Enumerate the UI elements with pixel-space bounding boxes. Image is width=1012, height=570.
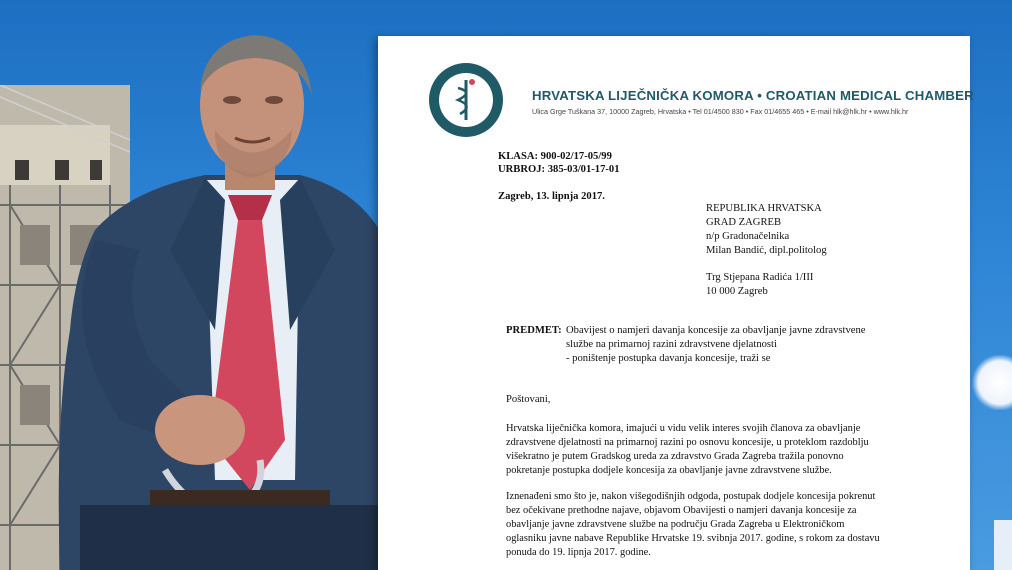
paragraph-line: oglasniku javne nabave Republike Hrvatske 19. svibnja 2017. godine, s rokom za dostavu xyxy=(506,533,880,544)
paragraph-line: zdravstvene djelatnosti na primarnoj razini po osnovu koncesije, u proteklom razdoblju xyxy=(506,437,869,448)
klasa-number: KLASA: 900-02/17-05/99 xyxy=(498,151,612,162)
recipient-line: Milan Bandić, dipl.politolog xyxy=(706,245,827,256)
paragraph-line: višekratno je putem Gradskog ureda za zdravstvo Grada Zagreba tražila ponovno xyxy=(506,451,844,462)
paragraph-line: obavljanje javne zdravstvene službe na području Grada Zagreba u Elektroničkom xyxy=(506,519,845,530)
recipient-line: Trg Stjepana Radića 1/III xyxy=(706,272,814,283)
organization-address: Ulica Grge Tuškana 37, 10000 Zagreb, Hrvatska • Tel 01/4500 830 • Fax 01/4655 465 • E-mail hlk@hlk.hr • www.hlk.hr xyxy=(532,107,909,116)
recipient-line: REPUBLIKA HRVATSKA xyxy=(706,203,822,214)
recipient-line: n/p Gradonačelnika xyxy=(706,231,790,242)
organization-name: HRVATSKA LIJEČNIČKA KOMORA • CROATIAN MEDICAL CHAMBER xyxy=(532,88,974,103)
paragraph-line: Iznenađeni smo što je, nakon višegodišnjih odgoda, postupak dodjele koncesija pokrenut xyxy=(506,491,876,502)
chamber-logo-icon xyxy=(428,62,504,138)
letter-document xyxy=(378,36,974,570)
urbroj-number: URBROJ: 385-03/01-17-01 xyxy=(498,164,620,175)
paragraph-line: ponuda do 19. lipnja 2017. godine. xyxy=(506,547,651,558)
subject-line: - poništenje postupka davanja koncesije, traži se xyxy=(566,353,771,364)
cloud xyxy=(972,355,1012,410)
recipient-line: GRAD ZAGREB xyxy=(706,217,782,228)
letter-date: Zagreb, 13. lipnja 2017. xyxy=(498,191,605,202)
greeting: Poštovani, xyxy=(506,394,551,405)
cloud-edge xyxy=(994,520,1012,570)
subject-line: Obavijest o namjeri davanja koncesije za obavljanje javne zdravstvene xyxy=(566,325,866,336)
paragraph-line: pokretanje postupka dodjele koncesija za obavljanje javne zdravstvene službe. xyxy=(506,465,832,476)
paragraph-line: bez očekivane prethodne najave, objavom Obavijesti o namjeri davanja koncesije za xyxy=(506,505,857,516)
paragraph-line: Hrvatska liječnička komora, imajući u vidu velik interes svojih članova za obavljanje xyxy=(506,423,861,434)
recipient-line: 10 000 Zagreb xyxy=(706,286,768,297)
subject-line: službe na primarnoj razini zdravstvene djelatnosti xyxy=(566,339,777,350)
subject-label: PREDMET: xyxy=(506,325,562,336)
man-in-suit xyxy=(0,0,430,570)
